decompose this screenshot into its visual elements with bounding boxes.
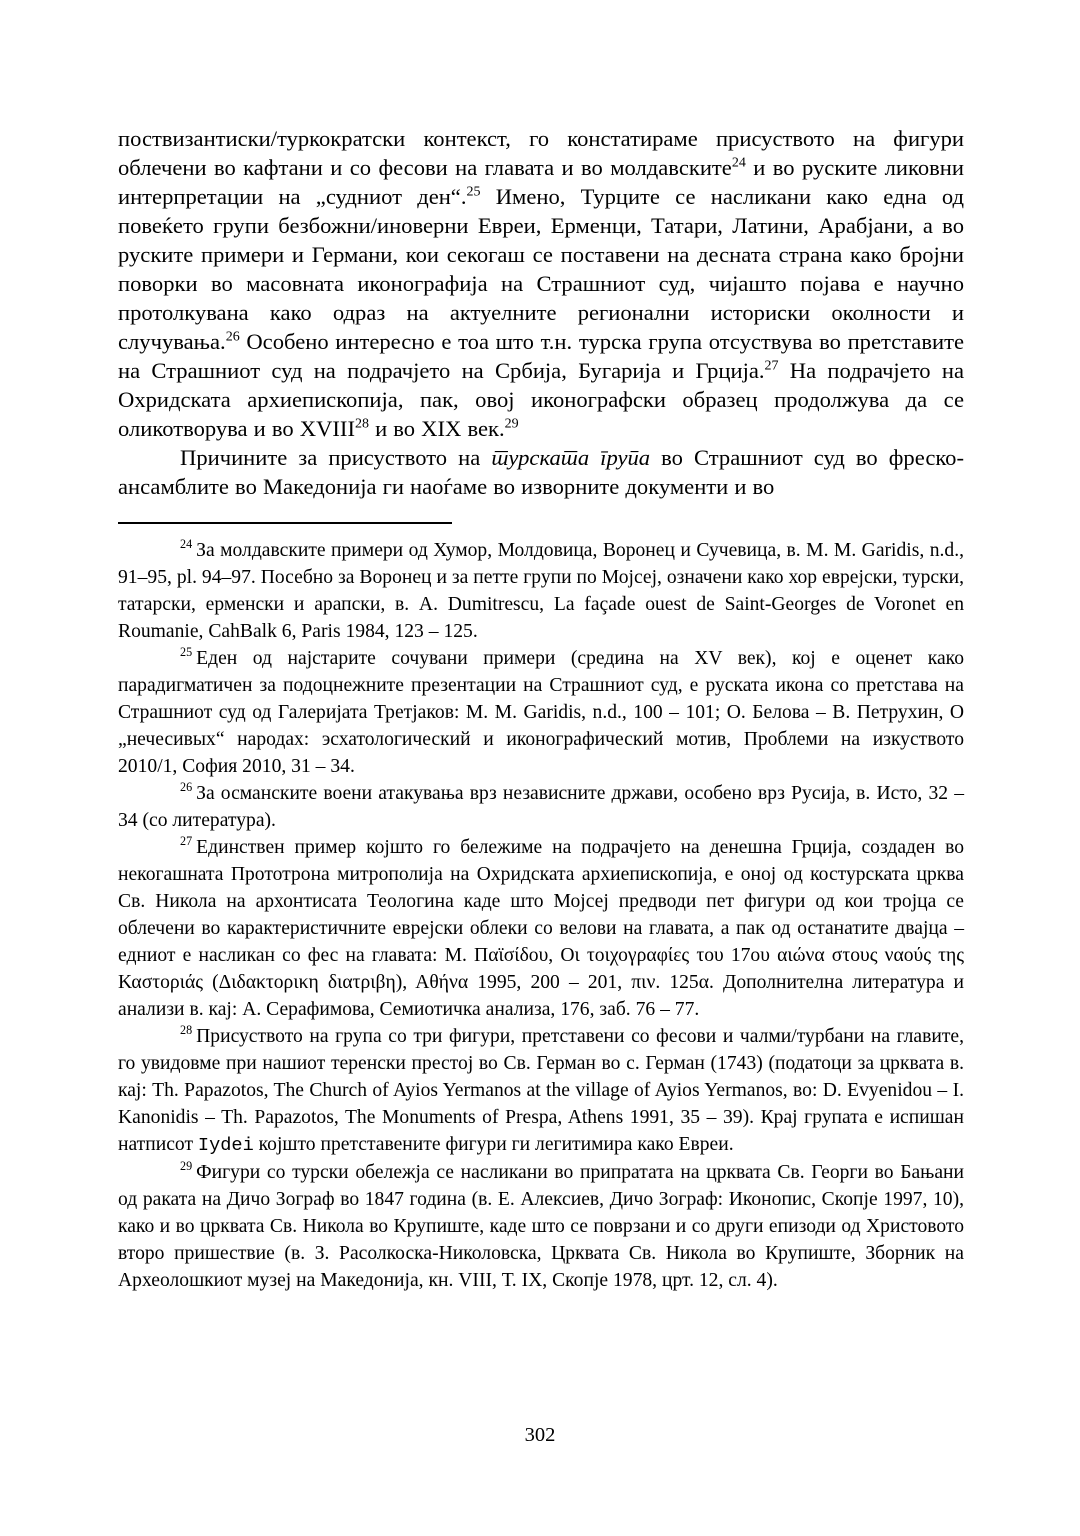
text-run: и во XIX век. [368, 416, 505, 441]
text-run: турската група [491, 445, 651, 470]
text-run: На подрачјето на Охридската архиепископија, пак, овој иконографски образец продолжува да се оликотворува и во XVIII [118, 358, 964, 441]
text-run: Фигури со турски обележја се насликани во припратата на црквата Св. Георги во Бањани од раката на Дичо Зограф во 1847 година (в. Е. Алексиев, Дичо Зограф: Иконопис, Скопје 1997, 10), како и во црквата Св. Никола во Крупиште, каде што се поврзани и со други епизоди од Христовото второ пришествие (в. З. Расолкоска-Николовска, Црквата Св. Никола во Крупиште, Зборник на Археолошкиот музеј на Македонија, кн. VIII, Т. IX, Скопје 1978, црт. 12, сл. 4). [118, 1162, 964, 1291]
footnote-ref: 26 [225, 329, 240, 345]
footnote-ref: 25 [466, 184, 481, 200]
paragraph-continuation [118, 124, 964, 443]
footnote-ref: 28 [354, 416, 369, 432]
text-run: За османските воени атакувања врз независните држави, особено врз Русија, в. Исто, 32 – 34 (со литература). [118, 783, 964, 831]
footnote-ref: 27 [764, 358, 779, 374]
footnotes-section [118, 537, 964, 1294]
text-run: Единствен пример којшто го бележиме на подрачјето на денешна Грција, создаден во некогашната Прототрона митрополија на Охридската архиепископија, е оној од костурската црква Св. Никола на архонтисата Теологина каде што Мојсеј предводи пет фигури од кои тројца се облечени во карактеристичните еврејски облеки со велови на главата, а пак од останатите двајца – едниот е насликан со фес на главата: М. Παϊσίδου, Οι τοιχογραφίες του 17ου αιώνα στους ναούς της Καστοριάς (Διδακτορικη διατριβη), Αθήνα 1995, 200 – 201, πιν. 125α. Дополнителна литература и анализи в. кај: А. Серафимова, Семиотичка анализа, 176, заб. 76 – 77. [118, 837, 964, 1020]
footnote-28 [118, 1023, 964, 1159]
text-run: Еден од најстарите сочувани примери (средина на XV век), кој е оценет како парадигматичен за подоцнежните презентации на Страшниот суд, е руската икона со претстава на Страшниот суд од Галеријата Третјаков: M. M. Garidis, n.d., 100 – 101; О. Белова – В. Петрухин, О „нечесивых“ народах: эсхатологический и иконографический мотив, Проблеми на изкуството 2010/1, София 2010, 31 – 34. [118, 648, 964, 777]
text-block [118, 124, 964, 1294]
main-text [118, 124, 964, 501]
paragraph-new [118, 443, 964, 501]
page-number: 302 [524, 1424, 556, 1446]
inscription-text: Iydei [197, 1134, 254, 1156]
footnote-29 [118, 1159, 964, 1294]
text-run: поствизантиски/туркократски контекст, го констатираме присуството на фигури облечени во кафтани и со фесови на главата и во молдавските [118, 126, 964, 180]
text-run: којшто претставените фигури ги легитимира како Евреи. [253, 1134, 734, 1155]
text-run: За молдавските примери од Хумор, Молдовица, Воронец и Сучевица, в. М. M. Garidis, n.d., 91–95, pl. 94–97. Посебно за Воронец и за петте групи по Мојсеј, означени како хор еврејски, турски, татарски, ерменски и арапски, в. A. Dumitrescu, La façade ouest de Saint-Georges de Voronet en Roumanie, CahBalk 6, Paris 1984, 123 – 125. [118, 540, 964, 642]
footnote-ref: 25 [180, 645, 193, 660]
footnote-26 [118, 780, 964, 834]
text-run: во Страшниот суд во фреско-ансамблите во Македонија ги наоѓаме во изворните документи и во [118, 445, 964, 499]
footnote-ref: 24 [180, 537, 193, 552]
text-run: Причините за присуството на [180, 445, 492, 470]
text-run: Имено, Турците се насликани како една од повеќето групи безбожни/иноверни Евреи, Ерменци, Татари, Латини, Арабјани, а во руските примери и Германи, кои секогаш се поставени на десната страна како бројни поворки во масовната иконографија на Страшниот суд, чијашто појава е научно протолкувана како одраз на актуелните регионални историски околности и случувања. [118, 184, 965, 354]
footnote-ref: 26 [180, 780, 193, 795]
footnote-24 [118, 537, 964, 645]
footnote-27 [118, 834, 964, 1023]
text-run: и во руските ликовни интерпретации на „судниот ден“. [118, 155, 964, 209]
footnote-ref: 27 [180, 834, 193, 849]
footnote-ref: 29 [180, 1159, 193, 1174]
text-run: Присуството на група со три фигури, претставени со фесови и чалми/турбани на главите, го увидовме при нашиот теренски престој во Св. Герман во с. Герман (1743) (податоци за црквата в. кај: Th. Papazotos, The Church of Ayios Yermanos at the village of Ayios Yermanos, во: D. Evyenidou – I. Kanonidis – Th. Papazotos, The Monuments of Prespa, Athens 1991, 35 – 39). Крај групата е испишан натписот [118, 1026, 964, 1155]
footnote-ref: 28 [180, 1023, 193, 1038]
footnote-separator [118, 522, 452, 524]
text-run: Особено интересно е тоа што т.н. турска група отсуствува во претставите на Страшниот суд на подрачјето на Србија, Бугарија и Грција. [118, 329, 964, 383]
footnote-25 [118, 645, 964, 780]
footnote-ref: 29 [504, 416, 519, 432]
footnote-ref: 24 [731, 155, 746, 171]
